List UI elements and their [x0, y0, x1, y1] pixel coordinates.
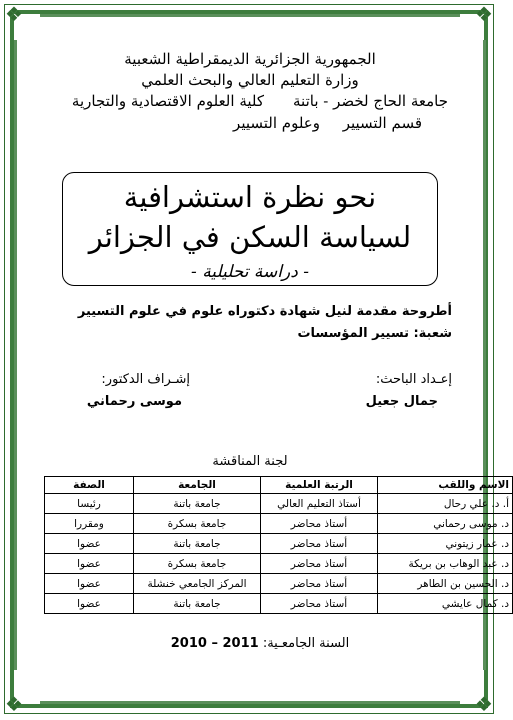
member-rank: أستاذ محاضر: [261, 574, 378, 594]
member-role: عضوا: [45, 574, 134, 594]
academic-year-label: السنة الجامعـية:: [262, 636, 350, 651]
border-ornament-left: [14, 40, 17, 670]
member-name: د. كمال عايشي: [378, 594, 513, 614]
border-ornament-bottom: [40, 701, 460, 704]
member-rank: أستاذ التعليم العالي: [261, 494, 378, 514]
member-role: عضوا: [45, 554, 134, 574]
table-row: [45, 514, 513, 534]
member-role: عضوا: [45, 534, 134, 554]
corner-ornament-icon: ❖: [5, 2, 23, 26]
committee-table: [44, 476, 513, 614]
table-row: [45, 574, 513, 594]
member-name: د. عبد الوهاب بن بريكة: [378, 554, 513, 574]
header-role: الصفة: [45, 477, 134, 494]
member-role: رئيسا: [45, 494, 134, 514]
researcher-name: جمال جعيل: [365, 394, 438, 409]
department-name-part2: وعلوم التسيير: [233, 114, 320, 132]
committee-header-row: [45, 477, 513, 494]
department-name-part1: قسم التسيير: [342, 114, 422, 132]
header-university: الجامعة: [134, 477, 261, 494]
member-rank: أستاذ محاضر: [261, 534, 378, 554]
faculty-name: كلية العلوم الاقتصادية والتجارية: [71, 92, 264, 110]
supervisor-label: إشـراف الدكتور:: [101, 372, 190, 387]
thesis-title-line2: لسياسة السكن في الجزائر: [88, 220, 412, 254]
border-ornament-top: [40, 14, 460, 17]
corner-ornament-icon: ❖: [475, 2, 493, 26]
member-name: د. موسى رحماني: [378, 514, 513, 534]
member-role: ومقررا: [45, 514, 134, 534]
table-row: [45, 534, 513, 554]
thesis-degree: أطروحة مقدمة لنيل شهادة دكتوراه علوم في علوم التسيير: [77, 304, 452, 319]
member-name: د. الحسين بن الطاهر: [378, 574, 513, 594]
header-name: الاسم واللقب: [378, 477, 513, 494]
member-role: عضوا: [45, 594, 134, 614]
researcher-label: إعـداد الباحث:: [375, 372, 452, 387]
member-rank: أستاذ محاضر: [261, 554, 378, 574]
member-university: جامعة باتنة: [134, 534, 261, 554]
member-university: جامعة بسكرة: [134, 554, 261, 574]
corner-ornament-icon: ❖: [5, 692, 23, 716]
table-row: [45, 594, 513, 614]
thesis-specialty: شعبة: تسيير المؤسسات: [297, 326, 452, 341]
member-rank: أستاذ محاضر: [261, 594, 378, 614]
member-rank: أستاذ محاضر: [261, 514, 378, 534]
member-university: المركز الجامعي خنشلة: [134, 574, 261, 594]
thesis-title-line1: نحو نظرة استشرافية: [123, 180, 377, 214]
ministry-name: وزارة التعليم العالي والبحث العلمي: [141, 71, 359, 89]
corner-ornament-icon: ❖: [475, 692, 493, 716]
supervisor-name: موسى رحماني: [86, 394, 182, 409]
header-rank: الرتبة العلمية: [261, 477, 378, 494]
republic-name: الجمهورية الجزائرية الديمقراطية الشعبية: [124, 50, 376, 68]
academic-year-value: 2010 – 2011: [170, 636, 259, 651]
member-university: جامعة باتنة: [134, 494, 261, 514]
table-row: [45, 494, 513, 514]
table-row: [45, 554, 513, 574]
member-university: جامعة باتنة: [134, 594, 261, 614]
member-name: أ. د. علي رحال: [378, 494, 513, 514]
university-name: جامعة الحاج لخضر - باتنة: [293, 92, 448, 110]
member-university: جامعة بسكرة: [134, 514, 261, 534]
academic-year: [150, 636, 370, 651]
member-name: د. عمار زيتوني: [378, 534, 513, 554]
thesis-subtitle: - دراسة تحليلية -: [191, 262, 309, 282]
committee-title: لجنة المناقشة: [212, 454, 288, 469]
